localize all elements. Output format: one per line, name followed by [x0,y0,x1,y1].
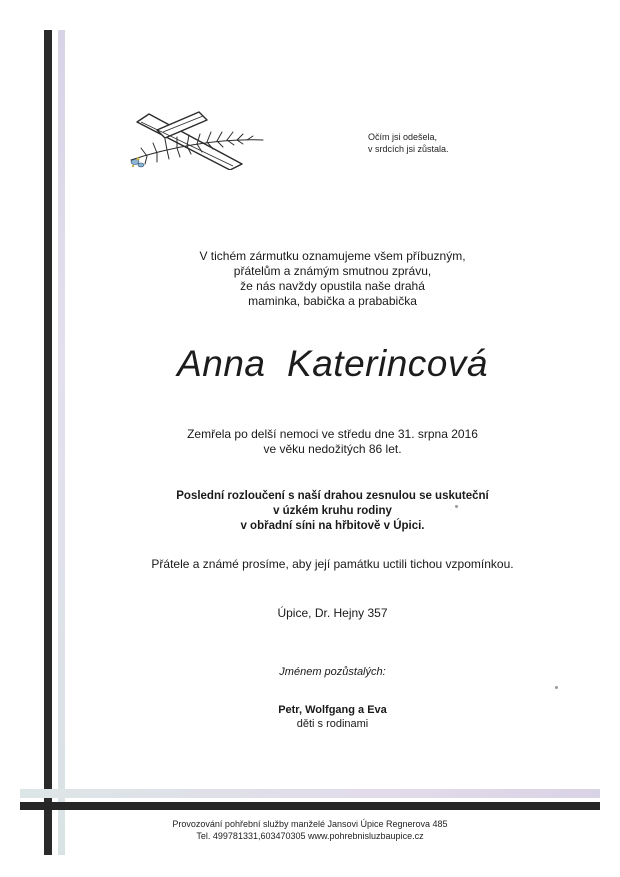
death-line-2: ve věku nedožitých 86 let. [263,442,402,456]
motto-line-1: Očím jsi odešela, [368,132,438,142]
intro-line-1: V tichém zármutku oznamujeme všem příbuzným, [199,249,466,263]
funeral-service-footer [20,818,600,842]
intro-line-4: maminka, babička a prababička [248,294,417,308]
survivors-names: Petr, Wolfgang a Eva [278,704,387,716]
motto [368,131,449,155]
funeral-line-3: v obřadní síni na hřbitově v Úpici. [240,520,425,532]
footer-line-1: Provozování pohřební služby manželé Jansovi Úpice Regnerova 485 [172,819,448,829]
announcement-intro [65,249,600,309]
friends-request: Přátele a známé prosíme, aby její památku uctili tichou vzpomínkou. [151,557,514,571]
death-info [65,427,600,457]
deceased-name: Anna Katerincová [177,343,488,384]
frame-horizontal-dark-bar [20,802,600,810]
speck [555,686,558,689]
frame-horizontal-light-bar [20,789,600,798]
speck [455,505,458,508]
survivors-heading: Jménem pozůstalých: [279,666,386,678]
survivors [65,703,600,731]
funeral-line-2: v úzkém kruhu rodiny [273,505,392,517]
intro-line-3: že nás navždy opustila naše drahá [240,279,425,293]
footer-line-2: Tel. 499781331,603470305 www.pohrebnisluzbaupice.cz [196,831,424,841]
funeral-info [65,489,600,534]
death-line-1: Zemřela po delší nemoci ve středu dne 31. srpna 2016 [187,427,478,441]
funeral-line-1: Poslední rozloučení s naší drahou zesnulou se uskuteční [176,490,489,502]
motto-line-2: v srdcích jsi zůstala. [368,144,449,154]
survivors-family: děti s rodinami [296,718,369,730]
family-address: Úpice, Dr. Hejny 357 [277,606,388,620]
frame-vertical-light-bar [58,30,65,855]
frame-vertical-dark-bar [44,30,52,855]
intro-line-2: přátelům a známým smutnou zprávu, [233,264,432,278]
cross-with-palm-icon [127,108,267,170]
